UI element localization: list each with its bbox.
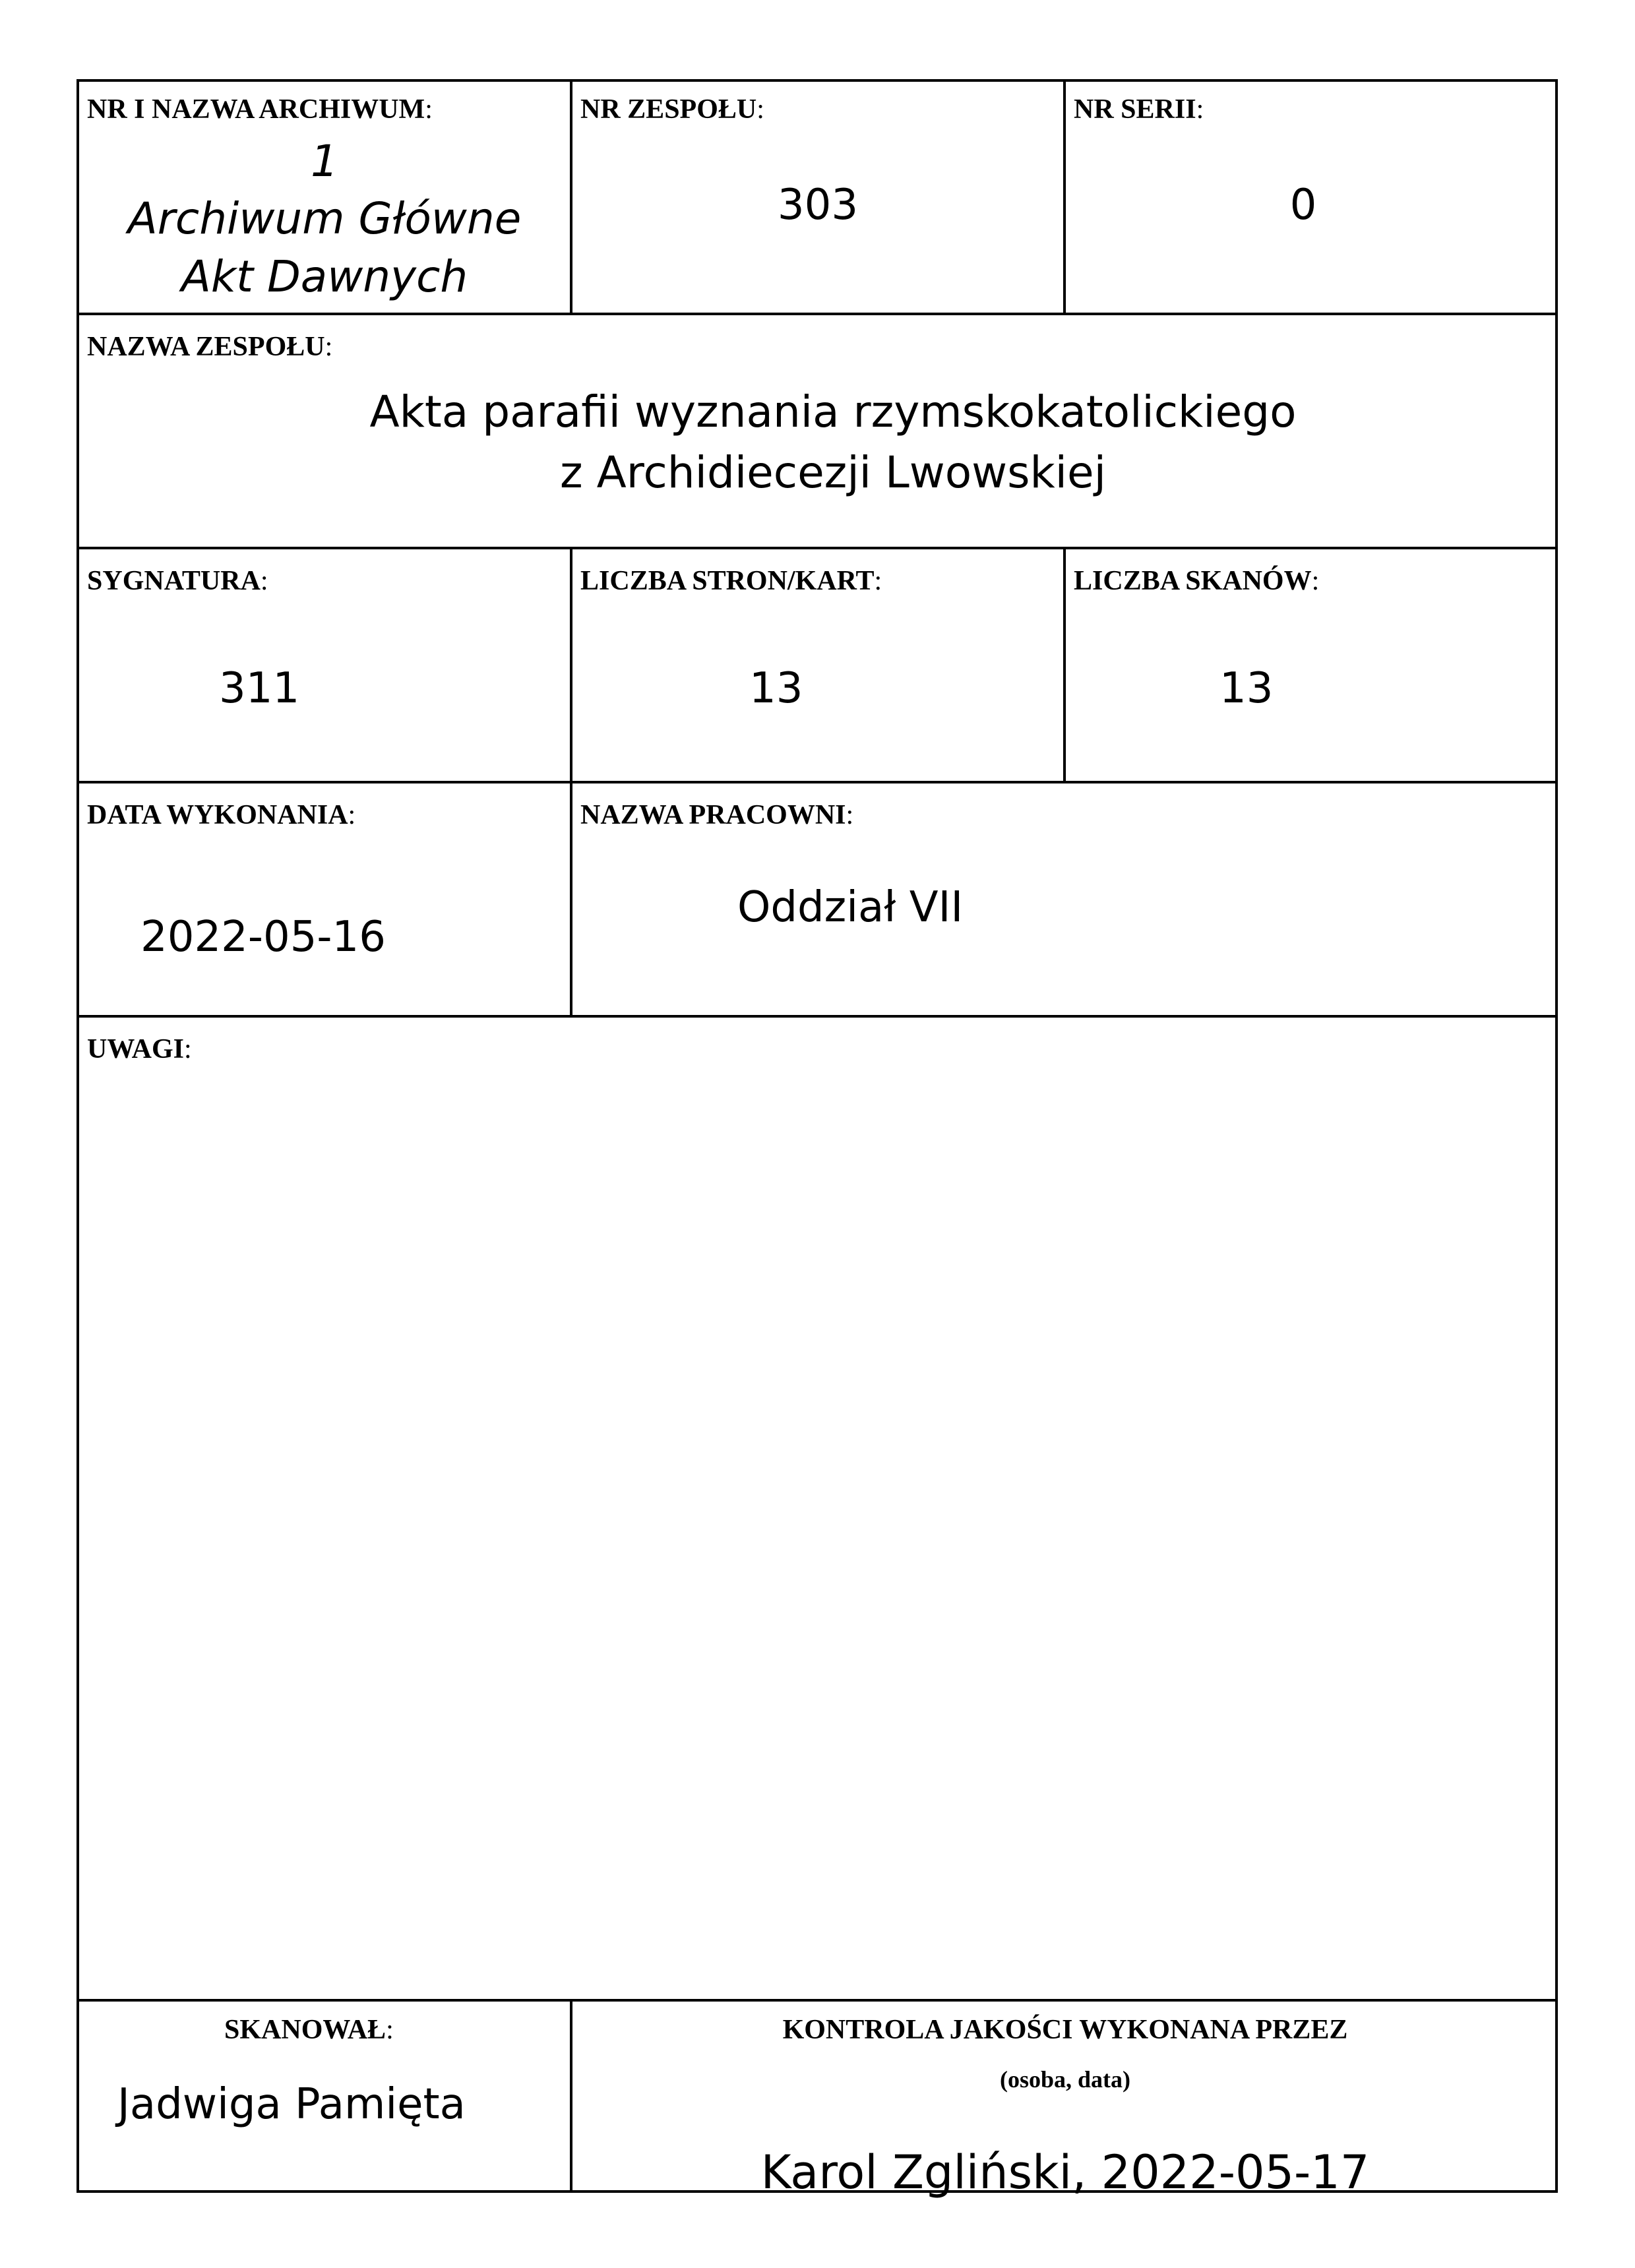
archive-name-line2: Akt Dawnych — [181, 251, 468, 302]
scans-label: LICZBA SKANÓW: — [1074, 566, 1320, 596]
row-divider — [79, 1015, 1555, 1018]
series-number-value: 0 — [1289, 181, 1317, 230]
row-divider — [79, 1999, 1555, 2002]
archive-label: NR I NAZWA ARCHIWUM: — [87, 94, 433, 125]
workshop-label: NAZWA PRACOWNI: — [580, 800, 854, 830]
fonds-name-line2: z Archidiecezji Lwowskiej — [560, 447, 1106, 498]
archive-number: 1 — [311, 136, 338, 187]
row-divider — [79, 781, 1555, 783]
date-label: DATA WYKONANIA: — [87, 800, 356, 830]
column-divider — [1063, 548, 1066, 782]
quality-control-sublabel: (osoba, data) — [999, 2066, 1131, 2093]
remarks-label: UWAGI: — [87, 1034, 192, 1064]
fonds-name-label: NAZWA ZESPOŁU: — [87, 332, 333, 362]
scanned-by-label: SKANOWAŁ: — [224, 2015, 394, 2045]
signature-label: SYGNATURA: — [87, 566, 268, 596]
pages-value: 13 — [749, 664, 803, 713]
workshop-value: Oddział VII — [737, 883, 964, 932]
scanned-by-value: Jadwiga Pamięta — [117, 2080, 466, 2129]
fonds-number-value: 303 — [777, 181, 859, 230]
quality-control-label: KONTROLA JAKOŚCI WYKONANA PRZEZ — [782, 2015, 1348, 2045]
column-divider — [570, 548, 572, 782]
fonds-number-label: NR ZESPOŁU: — [580, 94, 764, 125]
row-divider — [79, 547, 1555, 549]
archive-name-line1: Archiwum Główne — [127, 193, 522, 244]
row-divider — [79, 313, 1555, 315]
pages-label: LICZBA STRON/KART: — [580, 566, 882, 596]
date-value: 2022-05-16 — [140, 913, 386, 962]
series-number-label: NR SERII: — [1074, 94, 1204, 125]
quality-control-value: Karol Zgliński, 2022-05-17 — [760, 2145, 1370, 2199]
scans-value: 13 — [1219, 664, 1274, 713]
scan-metadata-form — [77, 79, 1558, 2199]
column-divider — [570, 782, 572, 1016]
fonds-name-line1: Akta parafii wyznania rzymskokatolickiego — [369, 386, 1297, 437]
signature-value: 311 — [219, 664, 300, 713]
